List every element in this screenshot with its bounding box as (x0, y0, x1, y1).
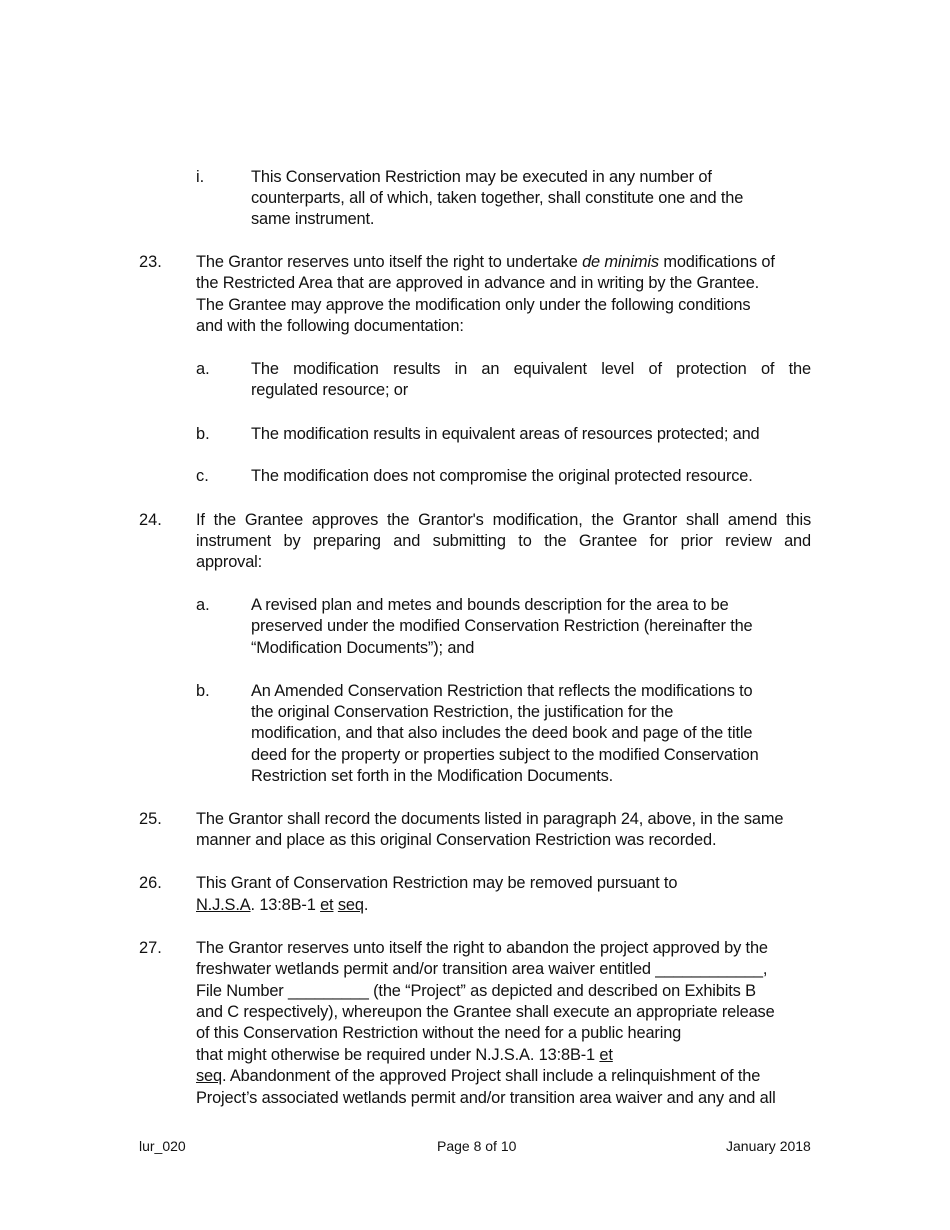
para-24-b-line-5: Restriction set forth in the Modification Documents. (251, 767, 614, 785)
para-23-line-1 (196, 252, 775, 274)
para-23-a-line-2: regulated resource; or (251, 381, 409, 399)
para-23-line-1-start: The Grantor reserves unto itself the right to undertake (196, 253, 583, 271)
para-24-line-2: instrument by preparing and submitting to the Grantee for prior review and (196, 532, 811, 550)
para-26-number: 26. (139, 874, 162, 892)
para-24-a-label: a. (196, 596, 210, 614)
para-23-a-line-1: The modification results in an equivalent level of protection of the (251, 360, 811, 378)
para-24-number: 24. (139, 511, 162, 529)
footer-doc-id: lur_020 (139, 1138, 186, 1154)
footer-page-number: Page 8 of 10 (437, 1138, 517, 1154)
seq-term: seq (196, 1067, 222, 1085)
para-27-line-1: The Grantor reserves unto itself the right to abandon the project approved by the (196, 939, 768, 957)
para-26-end: . (363, 896, 369, 914)
para-24-a-line-1: A revised plan and metes and bounds description for the area to be (251, 596, 729, 614)
para-24-b-line-1: An Amended Conservation Restriction that reflects the modifications to (251, 682, 753, 700)
para-24-line-3: approval: (196, 553, 263, 571)
para-25-line-2: manner and place as this original Conservation Restriction was recorded. (196, 831, 717, 849)
para-27-line-7 (196, 1066, 760, 1088)
item-i-line-1: This Conservation Restriction may be executed in any number of (251, 168, 712, 186)
para-27-number: 27. (139, 939, 162, 957)
para-23-c-label: c. (196, 467, 209, 485)
para-24-b-line-3: modification, and that also includes the deed book and page of the title (251, 724, 753, 742)
para-23-a-label: a. (196, 360, 210, 378)
para-23-line-2: the Restricted Area that are approved in advance and in writing by the Grantee. (196, 274, 760, 292)
et-term: et (320, 896, 334, 914)
para-23-number: 23. (139, 253, 162, 271)
de-minimis-term: de minimis (582, 253, 659, 271)
footer-date: January 2018 (726, 1138, 811, 1154)
item-i-label: i. (196, 168, 205, 186)
para-23-line-1-end: modifications of (658, 253, 775, 271)
para-27-line-8: Project’s associated wetlands permit and/or transition area waiver and any and all (196, 1089, 776, 1107)
para-24-b-label: b. (196, 682, 210, 700)
item-i-line-2: counterparts, all of which, taken together, shall constitute one and the (251, 189, 744, 207)
para-24-a-line-3: “Modification Documents”); and (251, 639, 475, 657)
item-i-line-3: same instrument. (251, 210, 375, 228)
para-25-line-1: The Grantor shall record the documents listed in paragraph 24, above, in the same (196, 810, 784, 828)
para-27-line-3: File Number _________ (the “Project” as depicted and described on Exhibits B (196, 982, 756, 1000)
para-27-line-7-text: . Abandonment of the approved Project shall include a relinquishment of the (221, 1067, 761, 1085)
para-27-line-6-text: that might otherwise be required under N.J.S.A. 13:8B-1 (196, 1046, 600, 1064)
para-27-line-6 (196, 1045, 613, 1067)
para-27-line-5: of this Conservation Restriction without the need for a public hearing (196, 1024, 682, 1042)
seq-term: seq (337, 896, 364, 914)
statute-number: . 13:8B-1 (250, 896, 321, 914)
para-23-c-line-1: The modification does not compromise the original protected resource. (251, 467, 753, 485)
njsa-citation: N.J.S.A (196, 896, 251, 914)
para-24-b-line-2: the original Conservation Restriction, the justification for the (251, 703, 674, 721)
para-26-line-2 (196, 895, 368, 917)
para-23-line-3: The Grantee may approve the modification only under the following conditions (196, 296, 751, 314)
para-24-line-1: If the Grantee approves the Grantor's modification, the Grantor shall amend this (196, 511, 811, 529)
para-25-number: 25. (139, 810, 162, 828)
para-24-b-line-4: deed for the property or properties subject to the modified Conservation (251, 746, 759, 764)
para-23-b-line-1: The modification results in equivalent areas of resources protected; and (251, 425, 760, 443)
para-27-line-4: and C respectively), whereupon the Grantee shall execute an appropriate release (196, 1003, 775, 1021)
para-23-line-4: and with the following documentation: (196, 317, 464, 335)
et-term: et (599, 1046, 613, 1064)
para-23-b-label: b. (196, 425, 210, 443)
para-26-line-1: This Grant of Conservation Restriction may be removed pursuant to (196, 874, 678, 892)
para-27-line-2: freshwater wetlands permit and/or transition area waiver entitled ____________, (196, 960, 768, 978)
para-24-a-line-2: preserved under the modified Conservation Restriction (hereinafter the (251, 617, 753, 635)
